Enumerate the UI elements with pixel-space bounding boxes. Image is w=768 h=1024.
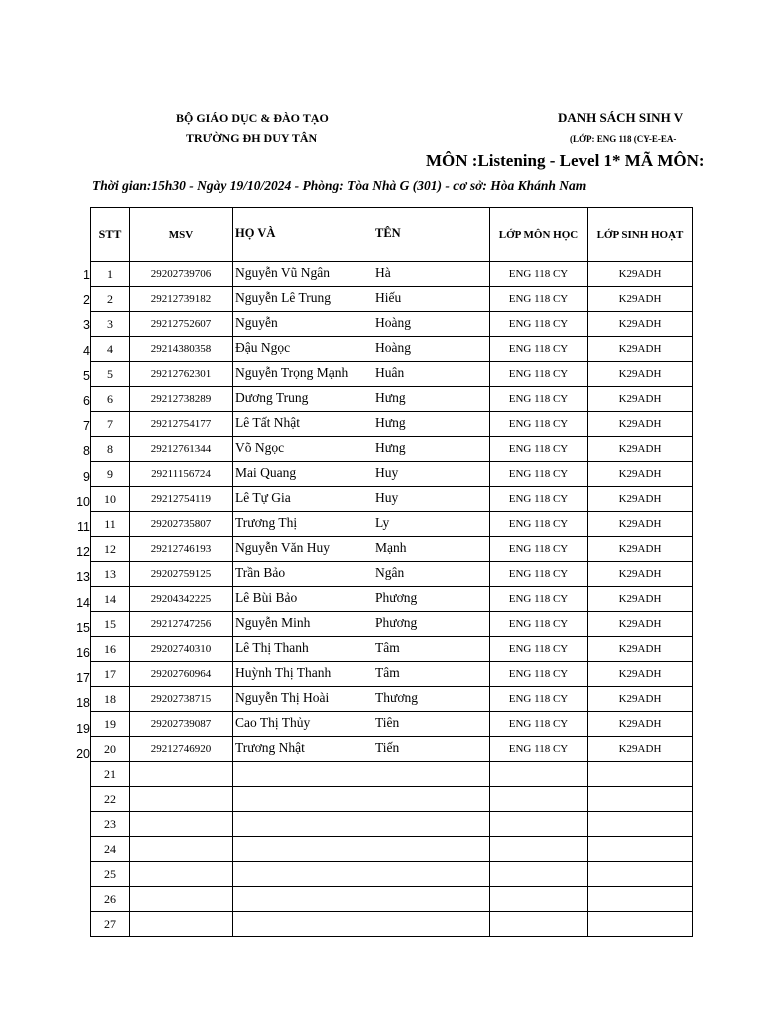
- cell-ho: Trương Thị: [235, 515, 298, 530]
- cell-lop-mon-hoc: ENG 118 CY: [490, 612, 588, 637]
- cell-stt: 25: [91, 862, 130, 887]
- school-name: TRƯỜNG ĐH DUY TÂN: [186, 131, 318, 145]
- cell-ten: Huy: [375, 490, 399, 505]
- cell-ho: Nguyễn Lê Trung: [235, 290, 332, 305]
- cell-lop-mon-hoc: ENG 118 CY: [490, 262, 588, 287]
- cell-name: [233, 462, 490, 487]
- cell-msv: [130, 912, 233, 937]
- cell-lop-sinh-hoat: K29ADH: [588, 687, 693, 712]
- cell-ten: Tiến: [375, 740, 400, 755]
- table-row: [91, 912, 693, 937]
- cell-lop-sinh-hoat: [588, 887, 693, 912]
- cell-name: [233, 487, 490, 512]
- cell-lop-mon-hoc: ENG 118 CY: [490, 337, 588, 362]
- cell-msv: 29212746193: [130, 537, 233, 562]
- row-number: 5: [83, 368, 90, 383]
- cell-lop-sinh-hoat: [588, 762, 693, 787]
- cell-lop-sinh-hoat: K29ADH: [588, 712, 693, 737]
- cell-stt: 21: [91, 762, 130, 787]
- cell-msv: [130, 787, 233, 812]
- cell-ten: Hưng: [375, 390, 406, 405]
- table-row: [91, 737, 693, 762]
- cell-lop-mon-hoc: ENG 118 CY: [490, 437, 588, 462]
- cell-lop-sinh-hoat: [588, 912, 693, 937]
- cell-name: [233, 637, 490, 662]
- cell-lop-mon-hoc: ENG 118 CY: [490, 287, 588, 312]
- cell-msv: 29202739087: [130, 712, 233, 737]
- cell-ho: Cao Thị Thủy: [235, 715, 311, 730]
- subject-title: MÔN :Listening - Level 1* MÃ MÔN:: [426, 151, 705, 170]
- cell-ten: Mạnh: [375, 540, 407, 555]
- cell-stt: 16: [91, 637, 130, 662]
- cell-stt: 4: [91, 337, 130, 362]
- row-number: 15: [76, 620, 90, 635]
- row-number: 6: [83, 394, 90, 408]
- header-lop-sinh-hoat: LỚP SINH HOẠT: [588, 208, 693, 262]
- row-number: 19: [76, 721, 90, 736]
- table-row: [91, 587, 693, 612]
- header-name: [233, 208, 490, 262]
- cell-ho: Lê Tự Gia: [235, 490, 291, 505]
- cell-lop-sinh-hoat: K29ADH: [588, 562, 693, 587]
- cell-stt: 15: [91, 612, 130, 637]
- table-row: [91, 512, 693, 537]
- row-number: 9: [83, 469, 90, 484]
- table-row: [91, 362, 693, 387]
- cell-msv: [130, 837, 233, 862]
- cell-lop-mon-hoc: [490, 762, 588, 787]
- cell-msv: [130, 887, 233, 912]
- cell-lop-sinh-hoat: K29ADH: [588, 637, 693, 662]
- cell-ho: Nguyễn Thị Hoài: [235, 690, 330, 705]
- table-row: [91, 537, 693, 562]
- cell-name: [233, 387, 490, 412]
- row-number: 16: [76, 646, 90, 660]
- cell-ten: Hoàng: [375, 315, 411, 330]
- row-number: 14: [76, 595, 90, 610]
- cell-name: [233, 762, 490, 787]
- cell-ho: Lê Thị Thanh: [235, 640, 309, 655]
- cell-ho: Mai Quang: [235, 465, 297, 480]
- header-ho: HỌ VÀ: [235, 226, 276, 240]
- cell-lop-mon-hoc: ENG 118 CY: [490, 587, 588, 612]
- table-row: [91, 337, 693, 362]
- cell-lop-sinh-hoat: K29ADH: [588, 462, 693, 487]
- row-number: 4: [83, 343, 90, 358]
- table-row: [91, 562, 693, 587]
- cell-lop-sinh-hoat: K29ADH: [588, 362, 693, 387]
- table-row: [91, 812, 693, 837]
- cell-ho: Dương Trung: [235, 390, 309, 405]
- row-number: 13: [76, 570, 90, 585]
- cell-lop-mon-hoc: ENG 118 CY: [490, 712, 588, 737]
- cell-stt: 6: [91, 387, 130, 412]
- cell-lop-sinh-hoat: K29ADH: [588, 612, 693, 637]
- cell-ho: Nguyễn Trọng Mạnh: [235, 365, 349, 380]
- cell-ten: Ly: [375, 515, 390, 530]
- cell-name: [233, 362, 490, 387]
- table-row: [91, 462, 693, 487]
- cell-name: [233, 612, 490, 637]
- cell-stt: 17: [91, 662, 130, 687]
- class-code: (LỚP: ENG 118 (CY-E-EA-: [570, 134, 677, 144]
- cell-lop-mon-hoc: ENG 118 CY: [490, 687, 588, 712]
- table-row: [91, 762, 693, 787]
- cell-name: [233, 787, 490, 812]
- cell-stt: 24: [91, 837, 130, 862]
- cell-lop-mon-hoc: ENG 118 CY: [490, 412, 588, 437]
- table-row: [91, 412, 693, 437]
- header-ten: TÊN: [375, 226, 401, 240]
- cell-ho: Lê Tất Nhật: [235, 415, 300, 430]
- cell-lop-mon-hoc: [490, 862, 588, 887]
- cell-name: [233, 662, 490, 687]
- row-number: 12: [76, 545, 90, 560]
- cell-lop-mon-hoc: ENG 118 CY: [490, 512, 588, 537]
- cell-lop-mon-hoc: ENG 118 CY: [490, 637, 588, 662]
- cell-name: [233, 412, 490, 437]
- cell-lop-mon-hoc: ENG 118 CY: [490, 387, 588, 412]
- cell-msv: 29212762301: [130, 362, 233, 387]
- cell-stt: 7: [91, 412, 130, 437]
- table-row: [91, 262, 693, 287]
- table-row: [91, 837, 693, 862]
- cell-msv: 29211156724: [130, 462, 233, 487]
- cell-lop-mon-hoc: ENG 118 CY: [490, 362, 588, 387]
- cell-ten: Huân: [375, 365, 405, 380]
- cell-ten: Tiên: [375, 715, 400, 730]
- cell-lop-sinh-hoat: K29ADH: [588, 262, 693, 287]
- cell-name: [233, 712, 490, 737]
- cell-lop-mon-hoc: ENG 118 CY: [490, 462, 588, 487]
- cell-name: [233, 512, 490, 537]
- row-number: 11: [77, 520, 90, 534]
- cell-lop-mon-hoc: ENG 118 CY: [490, 312, 588, 337]
- cell-lop-sinh-hoat: K29ADH: [588, 437, 693, 462]
- table-row: [91, 712, 693, 737]
- cell-ho: Nguyễn: [235, 315, 278, 330]
- cell-lop-sinh-hoat: K29ADH: [588, 337, 693, 362]
- cell-ho: Nguyễn Minh: [235, 615, 311, 630]
- cell-name: [233, 262, 490, 287]
- row-number: 7: [83, 419, 90, 434]
- cell-ho: Võ Ngọc: [235, 440, 285, 455]
- cell-stt: 20: [91, 737, 130, 762]
- cell-stt: 9: [91, 462, 130, 487]
- row-number: 20: [76, 746, 90, 761]
- cell-lop-mon-hoc: [490, 787, 588, 812]
- cell-lop-mon-hoc: ENG 118 CY: [490, 487, 588, 512]
- cell-lop-sinh-hoat: K29ADH: [588, 737, 693, 762]
- row-number: 18: [76, 696, 90, 711]
- cell-ten: Hưng: [375, 415, 406, 430]
- cell-stt: 13: [91, 562, 130, 587]
- cell-lop-sinh-hoat: [588, 787, 693, 812]
- cell-name: [233, 887, 490, 912]
- cell-ho: Nguyễn Văn Huy: [235, 540, 330, 555]
- cell-lop-mon-hoc: ENG 118 CY: [490, 662, 588, 687]
- cell-name: [233, 537, 490, 562]
- cell-ten: Ngân: [375, 565, 405, 580]
- exam-info: Thời gian:15h30 - Ngày 19/10/2024 - Phòng: Tòa Nhà G (301) - cơ sở: Hòa Khánh Nam: [92, 178, 587, 193]
- table-header-row: [91, 208, 693, 262]
- cell-ten: Huy: [375, 465, 399, 480]
- cell-lop-sinh-hoat: K29ADH: [588, 662, 693, 687]
- row-number: 10: [76, 494, 90, 509]
- cell-lop-mon-hoc: [490, 837, 588, 862]
- row-number: 8: [83, 444, 90, 459]
- cell-msv: 29202759125: [130, 562, 233, 587]
- table-row: [91, 862, 693, 887]
- cell-ten: Hiếu: [375, 290, 402, 305]
- cell-lop-sinh-hoat: K29ADH: [588, 387, 693, 412]
- cell-stt: 19: [91, 712, 130, 737]
- cell-stt: 23: [91, 812, 130, 837]
- table-row: [91, 887, 693, 912]
- cell-ho: Lê Bùi Bảo: [235, 590, 298, 605]
- table-row: [91, 287, 693, 312]
- header-lop-mon-hoc: LỚP MÔN HỌC: [490, 208, 588, 262]
- cell-name: [233, 587, 490, 612]
- row-number: 2: [83, 293, 90, 308]
- cell-msv: 29212746920: [130, 737, 233, 762]
- cell-lop-sinh-hoat: K29ADH: [588, 487, 693, 512]
- cell-msv: 29212761344: [130, 437, 233, 462]
- cell-lop-sinh-hoat: [588, 837, 693, 862]
- cell-msv: 29212754177: [130, 412, 233, 437]
- cell-msv: [130, 762, 233, 787]
- cell-ho: Đậu Ngọc: [235, 340, 291, 355]
- cell-name: [233, 812, 490, 837]
- ministry-name: BỘ GIÁO DỤC & ĐÀO TẠO: [176, 111, 329, 125]
- cell-ho: Trần Bảo: [235, 565, 286, 580]
- cell-stt: 3: [91, 312, 130, 337]
- cell-msv: [130, 812, 233, 837]
- cell-msv: 29202739706: [130, 262, 233, 287]
- header-stt: STT: [91, 208, 130, 262]
- cell-ho: Nguyễn Vũ Ngân: [235, 265, 330, 280]
- cell-stt: 14: [91, 587, 130, 612]
- cell-msv: 29202760964: [130, 662, 233, 687]
- table-row: [91, 787, 693, 812]
- row-number: 3: [83, 318, 90, 333]
- table-row: [91, 687, 693, 712]
- cell-name: [233, 862, 490, 887]
- cell-stt: 5: [91, 362, 130, 387]
- table-row: [91, 662, 693, 687]
- cell-stt: 18: [91, 687, 130, 712]
- cell-ten: Tâm: [375, 665, 400, 680]
- cell-stt: 11: [91, 512, 130, 537]
- cell-name: [233, 287, 490, 312]
- cell-lop-sinh-hoat: [588, 812, 693, 837]
- cell-stt: 2: [91, 287, 130, 312]
- cell-lop-mon-hoc: ENG 118 CY: [490, 737, 588, 762]
- cell-msv: 29212754119: [130, 487, 233, 512]
- table-row: [91, 612, 693, 637]
- cell-lop-mon-hoc: [490, 887, 588, 912]
- cell-stt: 22: [91, 787, 130, 812]
- cell-stt: 27: [91, 912, 130, 937]
- table-row: [91, 437, 693, 462]
- cell-stt: 8: [91, 437, 130, 462]
- cell-lop-sinh-hoat: K29ADH: [588, 287, 693, 312]
- cell-ten: Thương: [375, 690, 418, 705]
- cell-name: [233, 837, 490, 862]
- cell-lop-mon-hoc: ENG 118 CY: [490, 562, 588, 587]
- cell-ten: Tâm: [375, 640, 400, 655]
- cell-name: [233, 912, 490, 937]
- cell-ho: Huỳnh Thị Thanh: [235, 665, 332, 680]
- cell-msv: 29204342225: [130, 587, 233, 612]
- cell-msv: 29202740310: [130, 637, 233, 662]
- cell-stt: 26: [91, 887, 130, 912]
- row-number: 1: [83, 268, 90, 282]
- table-row: [91, 387, 693, 412]
- cell-msv: [130, 862, 233, 887]
- table-row: [91, 637, 693, 662]
- cell-msv: 29212739182: [130, 287, 233, 312]
- cell-lop-mon-hoc: ENG 118 CY: [490, 537, 588, 562]
- cell-ten: Hà: [375, 265, 391, 280]
- row-number: 17: [76, 671, 90, 686]
- cell-name: [233, 312, 490, 337]
- cell-lop-sinh-hoat: K29ADH: [588, 587, 693, 612]
- cell-name: [233, 562, 490, 587]
- cell-name: [233, 337, 490, 362]
- cell-lop-mon-hoc: [490, 812, 588, 837]
- cell-ten: Hưng: [375, 440, 406, 455]
- cell-lop-sinh-hoat: K29ADH: [588, 312, 693, 337]
- table-row: [91, 312, 693, 337]
- cell-ten: Hoàng: [375, 340, 411, 355]
- cell-lop-sinh-hoat: K29ADH: [588, 512, 693, 537]
- cell-msv: 29202735807: [130, 512, 233, 537]
- list-title: DANH SÁCH SINH V: [558, 110, 684, 125]
- cell-stt: 1: [91, 262, 130, 287]
- cell-msv: 29214380358: [130, 337, 233, 362]
- cell-name: [233, 687, 490, 712]
- cell-name: [233, 437, 490, 462]
- cell-lop-mon-hoc: [490, 912, 588, 937]
- table-row: [91, 487, 693, 512]
- cell-ho: Trương Nhật: [235, 740, 305, 755]
- cell-ten: Phương: [375, 590, 418, 605]
- cell-lop-sinh-hoat: K29ADH: [588, 412, 693, 437]
- cell-name: [233, 737, 490, 762]
- cell-msv: 29212747256: [130, 612, 233, 637]
- cell-msv: 29212752607: [130, 312, 233, 337]
- cell-msv: 29212738289: [130, 387, 233, 412]
- cell-stt: 10: [91, 487, 130, 512]
- cell-stt: 12: [91, 537, 130, 562]
- cell-ten: Phương: [375, 615, 418, 630]
- student-table: [90, 207, 693, 937]
- cell-lop-sinh-hoat: K29ADH: [588, 537, 693, 562]
- cell-msv: 29202738715: [130, 687, 233, 712]
- header-msv: MSV: [130, 208, 233, 262]
- cell-lop-sinh-hoat: [588, 862, 693, 887]
